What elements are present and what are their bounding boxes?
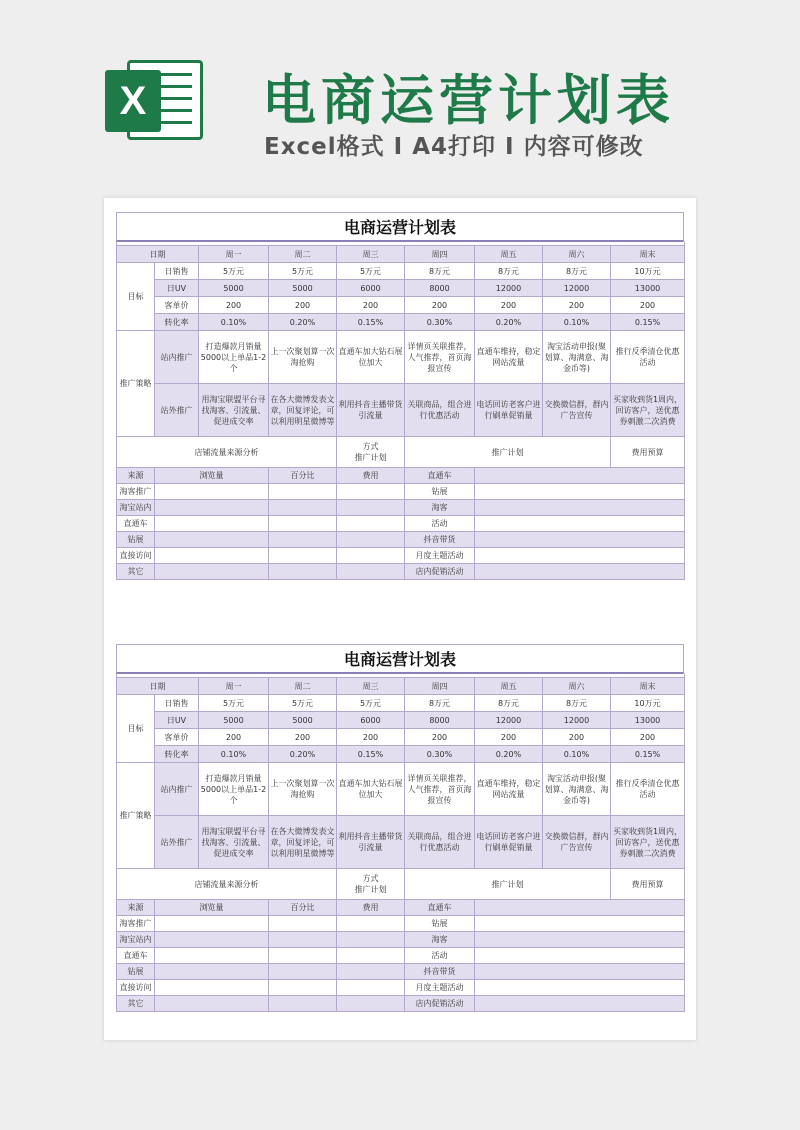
day-header: 周五 [475,246,543,263]
strategy-value: 推行反季清仓优惠活动 [611,763,685,816]
plan-sheet-1 [116,212,684,580]
date-header: 日期 [117,246,199,263]
target-value: 8000 [405,712,475,729]
metric-label: 日UV [155,280,199,297]
target-value: 0.10% [543,314,611,331]
method-cell: 店内促销活动 [405,996,475,1012]
day-header: 周四 [405,678,475,695]
target-value: 8万元 [475,263,543,280]
day-header: 周末 [611,678,685,695]
strategy-value: 利用抖音主播带货引流量 [337,816,405,869]
metric-label: 日销售 [155,695,199,712]
target-value: 10万元 [611,263,685,280]
strategy-value: 用淘宝联盟平台寻找淘客、引流量、促进成交率 [199,384,269,437]
percent-cell [269,964,337,980]
percent-cell [269,948,337,964]
views-cell [155,964,269,980]
target-value: 6000 [337,712,405,729]
views-cell [155,548,269,564]
target-value: 0.30% [405,314,475,331]
method-cell: 月度主题活动 [405,548,475,564]
method-cell: 活动 [405,948,475,964]
plan-cell [475,900,685,916]
target-value: 0.15% [611,314,685,331]
col-source: 来源 [117,900,155,916]
target-value: 5000 [269,712,337,729]
col-views: 浏览量 [155,468,269,484]
day-header: 周三 [337,246,405,263]
plan-cell [475,932,685,948]
source-cell: 钻展 [117,532,155,548]
metric-label: 客单价 [155,729,199,746]
target-value: 8万元 [543,695,611,712]
col-percent: 百分比 [269,900,337,916]
percent-cell [269,996,337,1012]
target-value: 8万元 [543,263,611,280]
target-value: 5万元 [337,695,405,712]
percent-cell [269,500,337,516]
target-value: 200 [543,297,611,314]
metric-label: 客单价 [155,297,199,314]
strategy-value: 买家收到货1周内，回访客户，送优惠券刺激二次消费 [611,816,685,869]
target-value: 10万元 [611,695,685,712]
strategy-value: 交换微信群，群内广告宣传 [543,816,611,869]
views-cell [155,564,269,580]
target-value: 200 [475,297,543,314]
method-cell: 月度主题活动 [405,980,475,996]
target-value: 5万元 [269,263,337,280]
views-cell [155,996,269,1012]
strategy-value: 在各大微博发表文章，回复评论，可以利用明星微博等 [269,384,337,437]
strategy-value: 推行反季清仓优惠活动 [611,331,685,384]
views-cell [155,948,269,964]
target-value: 0.15% [337,314,405,331]
day-header: 周五 [475,678,543,695]
target-value: 5万元 [337,263,405,280]
excel-logo-icon [105,56,205,144]
metric-label: 日销售 [155,263,199,280]
cost-cell [337,980,405,996]
plan-cell [475,996,685,1012]
cost-cell [337,500,405,516]
source-cell: 淘客推广 [117,916,155,932]
cost-cell [337,564,405,580]
strategy-value: 电话回访老客户进行刷单促销量 [475,816,543,869]
target-value: 200 [199,297,269,314]
source-cell: 淘客推广 [117,484,155,500]
metric-label: 转化率 [155,314,199,331]
strategy-value: 关联商品，组合进行优惠活动 [405,816,475,869]
target-value: 0.20% [269,746,337,763]
plan-title: 推广计划 [405,437,611,468]
method-title: 方式 推广计划 [337,437,405,468]
strategy-value: 买家收到货1周内，回访客户，送优惠券刺激二次消费 [611,384,685,437]
day-header: 周一 [199,246,269,263]
day-header: 周二 [269,678,337,695]
target-value: 0.30% [405,746,475,763]
target-value: 200 [405,729,475,746]
traffic-section-title: 店铺流量来源分析 [117,869,337,900]
percent-cell [269,532,337,548]
paper-preview [104,198,696,1040]
strategy-value: 利用抖音主播带货引流量 [337,384,405,437]
target-value: 5000 [199,712,269,729]
target-value: 200 [611,297,685,314]
source-cell: 淘宝站内 [117,932,155,948]
target-value: 200 [543,729,611,746]
target-value: 8万元 [475,695,543,712]
percent-cell [269,484,337,500]
target-value: 12000 [543,712,611,729]
page-subtitle: Excel格式 I A4打印 I 内容可修改 [264,134,644,160]
cost-cell [337,548,405,564]
strategy-value: 淘宝活动申报(聚划算、淘满意、淘金币等) [543,763,611,816]
target-value: 200 [337,729,405,746]
target-value: 6000 [337,280,405,297]
target-value: 200 [269,297,337,314]
target-value: 200 [405,297,475,314]
strategy-value: 打造爆款月销量5000以上单品1-2个 [199,763,269,816]
strategy-value: 交换微信群，群内广告宣传 [543,384,611,437]
method-cell: 直通车 [405,468,475,484]
method-cell: 淘客 [405,500,475,516]
cost-cell [337,532,405,548]
cost-cell [337,484,405,500]
target-value: 200 [269,729,337,746]
percent-cell [269,564,337,580]
target-value: 8万元 [405,695,475,712]
views-cell [155,532,269,548]
target-value: 0.10% [199,746,269,763]
plan-cell [475,468,685,484]
source-cell: 其它 [117,996,155,1012]
day-header: 周二 [269,246,337,263]
cost-cell [337,964,405,980]
target-value: 12000 [475,712,543,729]
target-value: 8万元 [405,263,475,280]
day-header: 周三 [337,678,405,695]
target-label: 目标 [117,695,155,763]
channel-label: 站内推广 [155,763,199,816]
strategy-value: 在各大微博发表文章，回复评论，可以利用明星微博等 [269,816,337,869]
target-value: 200 [475,729,543,746]
strategy-value: 详情页关联推荐，人气推荐，首页海报宣传 [405,763,475,816]
strategy-value: 上一次聚划算一次淘抢购 [269,331,337,384]
method-cell: 直通车 [405,900,475,916]
page-title: 电商运营计划表 [262,69,675,132]
source-cell: 直接访问 [117,548,155,564]
plan-cell [475,980,685,996]
strategy-value: 直通车维持，稳定网站流量 [475,331,543,384]
target-value: 5万元 [199,263,269,280]
metric-label: 转化率 [155,746,199,763]
sheet-title: 电商运营计划表 [116,212,684,242]
cost-cell [337,516,405,532]
plan-table [116,242,685,580]
strategy-value: 电话回访老客户进行刷单促销量 [475,384,543,437]
cost-cell [337,948,405,964]
channel-label: 站内推广 [155,331,199,384]
metric-label: 日UV [155,712,199,729]
plan-cell [475,564,685,580]
target-label: 目标 [117,263,155,331]
target-value: 0.20% [269,314,337,331]
source-cell: 直通车 [117,516,155,532]
method-cell: 店内促销活动 [405,564,475,580]
views-cell [155,916,269,932]
percent-cell [269,516,337,532]
channel-label: 站外推广 [155,384,199,437]
plan-cell [475,500,685,516]
day-header: 周六 [543,246,611,263]
strategy-value: 用淘宝联盟平台寻找淘客、引流量、促进成交率 [199,816,269,869]
plan-cell [475,484,685,500]
target-value: 0.15% [337,746,405,763]
plan-cell [475,532,685,548]
method-cell: 抖音带货 [405,964,475,980]
day-header: 周末 [611,246,685,263]
target-value: 5000 [199,280,269,297]
target-value: 0.20% [475,746,543,763]
target-value: 200 [199,729,269,746]
date-header: 日期 [117,678,199,695]
strategy-value: 关联商品，组合进行优惠活动 [405,384,475,437]
target-value: 13000 [611,712,685,729]
col-source: 来源 [117,468,155,484]
target-value: 12000 [475,280,543,297]
views-cell [155,980,269,996]
strategy-value: 直通车维持，稳定网站流量 [475,763,543,816]
target-value: 200 [611,729,685,746]
percent-cell [269,932,337,948]
percent-cell [269,548,337,564]
target-value: 5万元 [199,695,269,712]
plan-cell [475,964,685,980]
day-header: 周六 [543,678,611,695]
views-cell [155,516,269,532]
cost-cell [337,932,405,948]
source-cell: 直通车 [117,948,155,964]
strategy-value: 上一次聚划算一次淘抢购 [269,763,337,816]
plan-cell [475,548,685,564]
views-cell [155,932,269,948]
target-value: 5万元 [269,695,337,712]
strategy-value: 打造爆款月销量5000以上单品1-2个 [199,331,269,384]
plan-sheet-2 [116,644,684,1012]
target-value: 13000 [611,280,685,297]
day-header: 周四 [405,246,475,263]
target-value: 200 [337,297,405,314]
col-cost: 费用 [337,468,405,484]
source-cell: 其它 [117,564,155,580]
target-value: 5000 [269,280,337,297]
method-title: 方式 推广计划 [337,869,405,900]
traffic-section-title: 店铺流量来源分析 [117,437,337,468]
budget-title: 费用预算 [611,869,685,900]
source-cell: 钻展 [117,964,155,980]
target-value: 0.15% [611,746,685,763]
strategy-value: 直通车加大钻石展位加大 [337,331,405,384]
percent-cell [269,980,337,996]
cost-cell [337,996,405,1012]
sheet-title: 电商运营计划表 [116,644,684,674]
strategy-label: 推广策略 [117,331,155,437]
target-value: 8000 [405,280,475,297]
strategy-value: 直通车加大钻石展位加大 [337,763,405,816]
target-value: 0.10% [199,314,269,331]
channel-label: 站外推广 [155,816,199,869]
views-cell [155,500,269,516]
day-header: 周一 [199,678,269,695]
strategy-label: 推广策略 [117,763,155,869]
method-cell: 抖音带货 [405,532,475,548]
method-cell: 钻展 [405,484,475,500]
col-views: 浏览量 [155,900,269,916]
target-value: 0.10% [543,746,611,763]
cost-cell [337,916,405,932]
method-cell: 钻展 [405,916,475,932]
source-cell: 淘宝站内 [117,500,155,516]
plan-cell [475,948,685,964]
strategy-value: 淘宝活动申报(聚划算、淘满意、淘金币等) [543,331,611,384]
method-cell: 淘客 [405,932,475,948]
budget-title: 费用预算 [611,437,685,468]
plan-cell [475,916,685,932]
source-cell: 直接访问 [117,980,155,996]
target-value: 0.20% [475,314,543,331]
plan-table [116,674,685,1012]
views-cell [155,484,269,500]
method-cell: 活动 [405,516,475,532]
excel-x-badge: X [105,70,161,132]
col-percent: 百分比 [269,468,337,484]
percent-cell [269,916,337,932]
plan-cell [475,516,685,532]
header [0,0,800,190]
col-cost: 费用 [337,900,405,916]
strategy-value: 详情页关联推荐，人气推荐，首页海报宣传 [405,331,475,384]
target-value: 12000 [543,280,611,297]
plan-title: 推广计划 [405,869,611,900]
